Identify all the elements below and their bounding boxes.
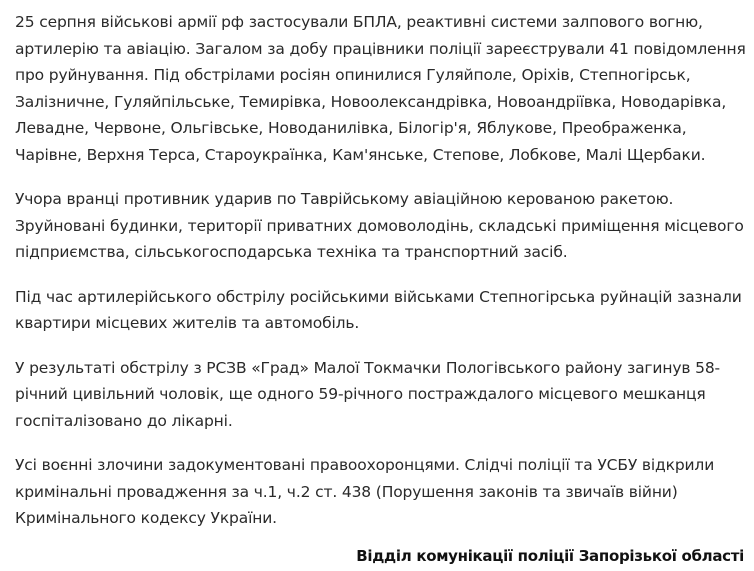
paragraph-shelling-summary: 25 серпня військові армії рф застосували БПЛА, реактивні системи залпового вогню, артилерію та авіацію. Загалом за добу працівники поліції зареєстрували 41 повідомлення про руйнування. Під обстрілами росіян опинилися Гуляйполе, Оріхів, Степногірськ, Залізничне, Гуляйпільське, Темирівка, Новоолександрівка, Новоандріївка, Новодарівка, Левадне, Червоне, Ольгівське, Новоданилівка, Білогір'я, Яблукове, Преображенка, Чарівне, Верхня Терса, Староукраїнка, Кам'янське, Степове, Лобкове, Малі Щербаки. <box>15 13 746 164</box>
paragraph-tavriiske-strike: Учора вранці противник ударив по Таврійському авіаційною керованою ракетою. Зруйновані будинки, території приватних домоволодінь, складські приміщення місцевого підприємства, сільськогосподарська техніка та транспортний засіб. <box>15 190 744 261</box>
article-signature: Відділ комунікації поліції Запорізької області <box>356 547 744 565</box>
paragraph-mala-tokmachka-casualty: У результаті обстрілу з РСЗВ «Град» Малої Токмачки Пологівського району загинув 58-річний цивільний чоловік, ще одного 59-річного постраждалого місцевого мешканця госпіталізовано до лікарні. <box>15 358 720 430</box>
paragraph-criminal-proceedings: Усі воєнні злочини задокументовані правоохоронцями. Слідчі поліції та УСБУ відкрили кримінальні провадження за ч.1, ч.2 ст. 438 (Порушення законів та звичаїв війни) Кримінального кодексу України. <box>15 456 715 527</box>
paragraph-stepnohirsk-damage: Під час артилерійського обстрілу російськими військами Степногірська руйнацій зазнали квартири місцевих жителів та автомобіль. <box>15 287 742 332</box>
